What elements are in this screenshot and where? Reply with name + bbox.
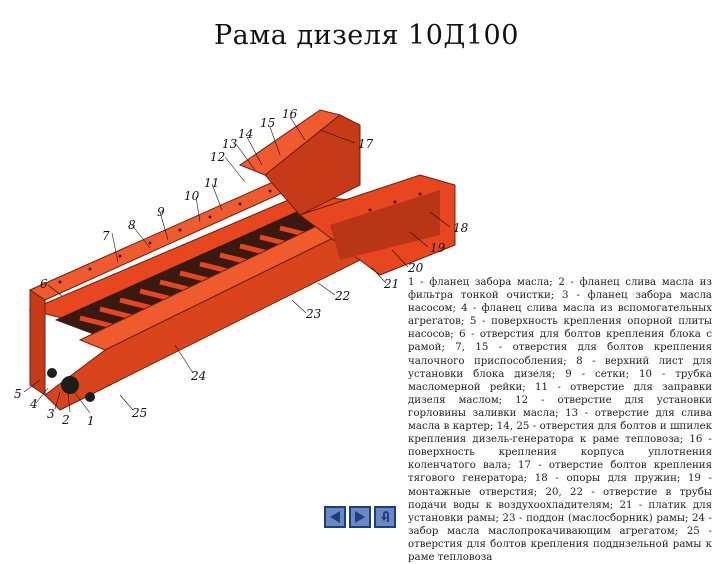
callout-1: 1 [87, 414, 95, 428]
callout-3: 3 [47, 407, 55, 421]
next-button[interactable] [349, 506, 371, 528]
legend-text [408, 276, 712, 563]
callout-4: 4 [30, 397, 38, 411]
navigation-bar [324, 506, 396, 528]
callout-7: 7 [102, 229, 110, 243]
callout-25: 25 [132, 406, 148, 420]
page-title: Рама дизеля 10Д100 [214, 20, 519, 51]
callout-21: 21 [384, 277, 400, 291]
callout-19: 19 [430, 241, 446, 255]
callout-6: 6 [40, 277, 48, 291]
callout-23: 23 [306, 307, 322, 321]
callout-17: 17 [358, 137, 374, 151]
prev-arrow-icon [328, 510, 342, 524]
callout-22: 22 [335, 289, 351, 303]
return-arrow-icon [378, 510, 392, 524]
callout-16: 16 [282, 107, 298, 121]
callout-18: 18 [453, 221, 469, 235]
callout-8: 8 [128, 218, 136, 232]
callout-2: 2 [62, 413, 70, 427]
return-button[interactable] [374, 506, 396, 528]
callout-10: 10 [184, 189, 200, 203]
callout-20: 20 [408, 261, 424, 275]
diesel-frame-illustration [0, 95, 470, 440]
callout-9: 9 [157, 205, 165, 219]
callout-24: 24 [191, 369, 207, 383]
callout-11: 11 [204, 176, 220, 190]
next-arrow-icon [353, 510, 367, 524]
callout-14: 14 [238, 127, 254, 141]
callout-13: 13 [222, 137, 238, 151]
prev-button[interactable] [324, 506, 346, 528]
callout-5: 5 [14, 387, 22, 401]
legend-paragraph: 1 - фланец забора масла; 2 - фланец слива масла из фильтра тонкой очистки; 3 - фланец забора масла насосом; 4 - фланец слива масла из вспомогательных агрегатов; 5 - поверхность крепления опорной плиты насосов; 6 - отверстия для болтов крепления блока с рамой; 7, 15 - отверстия для болтов крепления чалочного приспособления; 8 - верхний лист для установки блока дизеля; 9 - сетки; 10 - трубка масломерной рейки; 11 - отверстие для заправки дизеля маслом; 12 - отверстие для установки горловины заливки масла; 13 - отверстие для слива масла в картер; 14, 25 - отверстия для болтов и шпилек крепления дизель-генератора к раме тепловоза; 16 - поверхность крепления корпуса уплотнения коленчатого вала; 17 - отверстие болтов крепления тягового генератора; 18 - опоры для пружин; 19 - монтажные отверстия; 20, 22 - отверстие в трубы подачи воды к воздухоохладителям; 21 - платик для установки рамы; 23 - поддон (маслосборник) рамы; 24 - забор масла маслопрокачивающим агрегатом; 25 - отверстия для болтов крепления подднзельной рамы к раме тепловоза [408, 277, 712, 563]
oil-flange-opening [61, 376, 79, 394]
callout-12: 12 [210, 150, 226, 164]
callout-15: 15 [260, 116, 276, 130]
